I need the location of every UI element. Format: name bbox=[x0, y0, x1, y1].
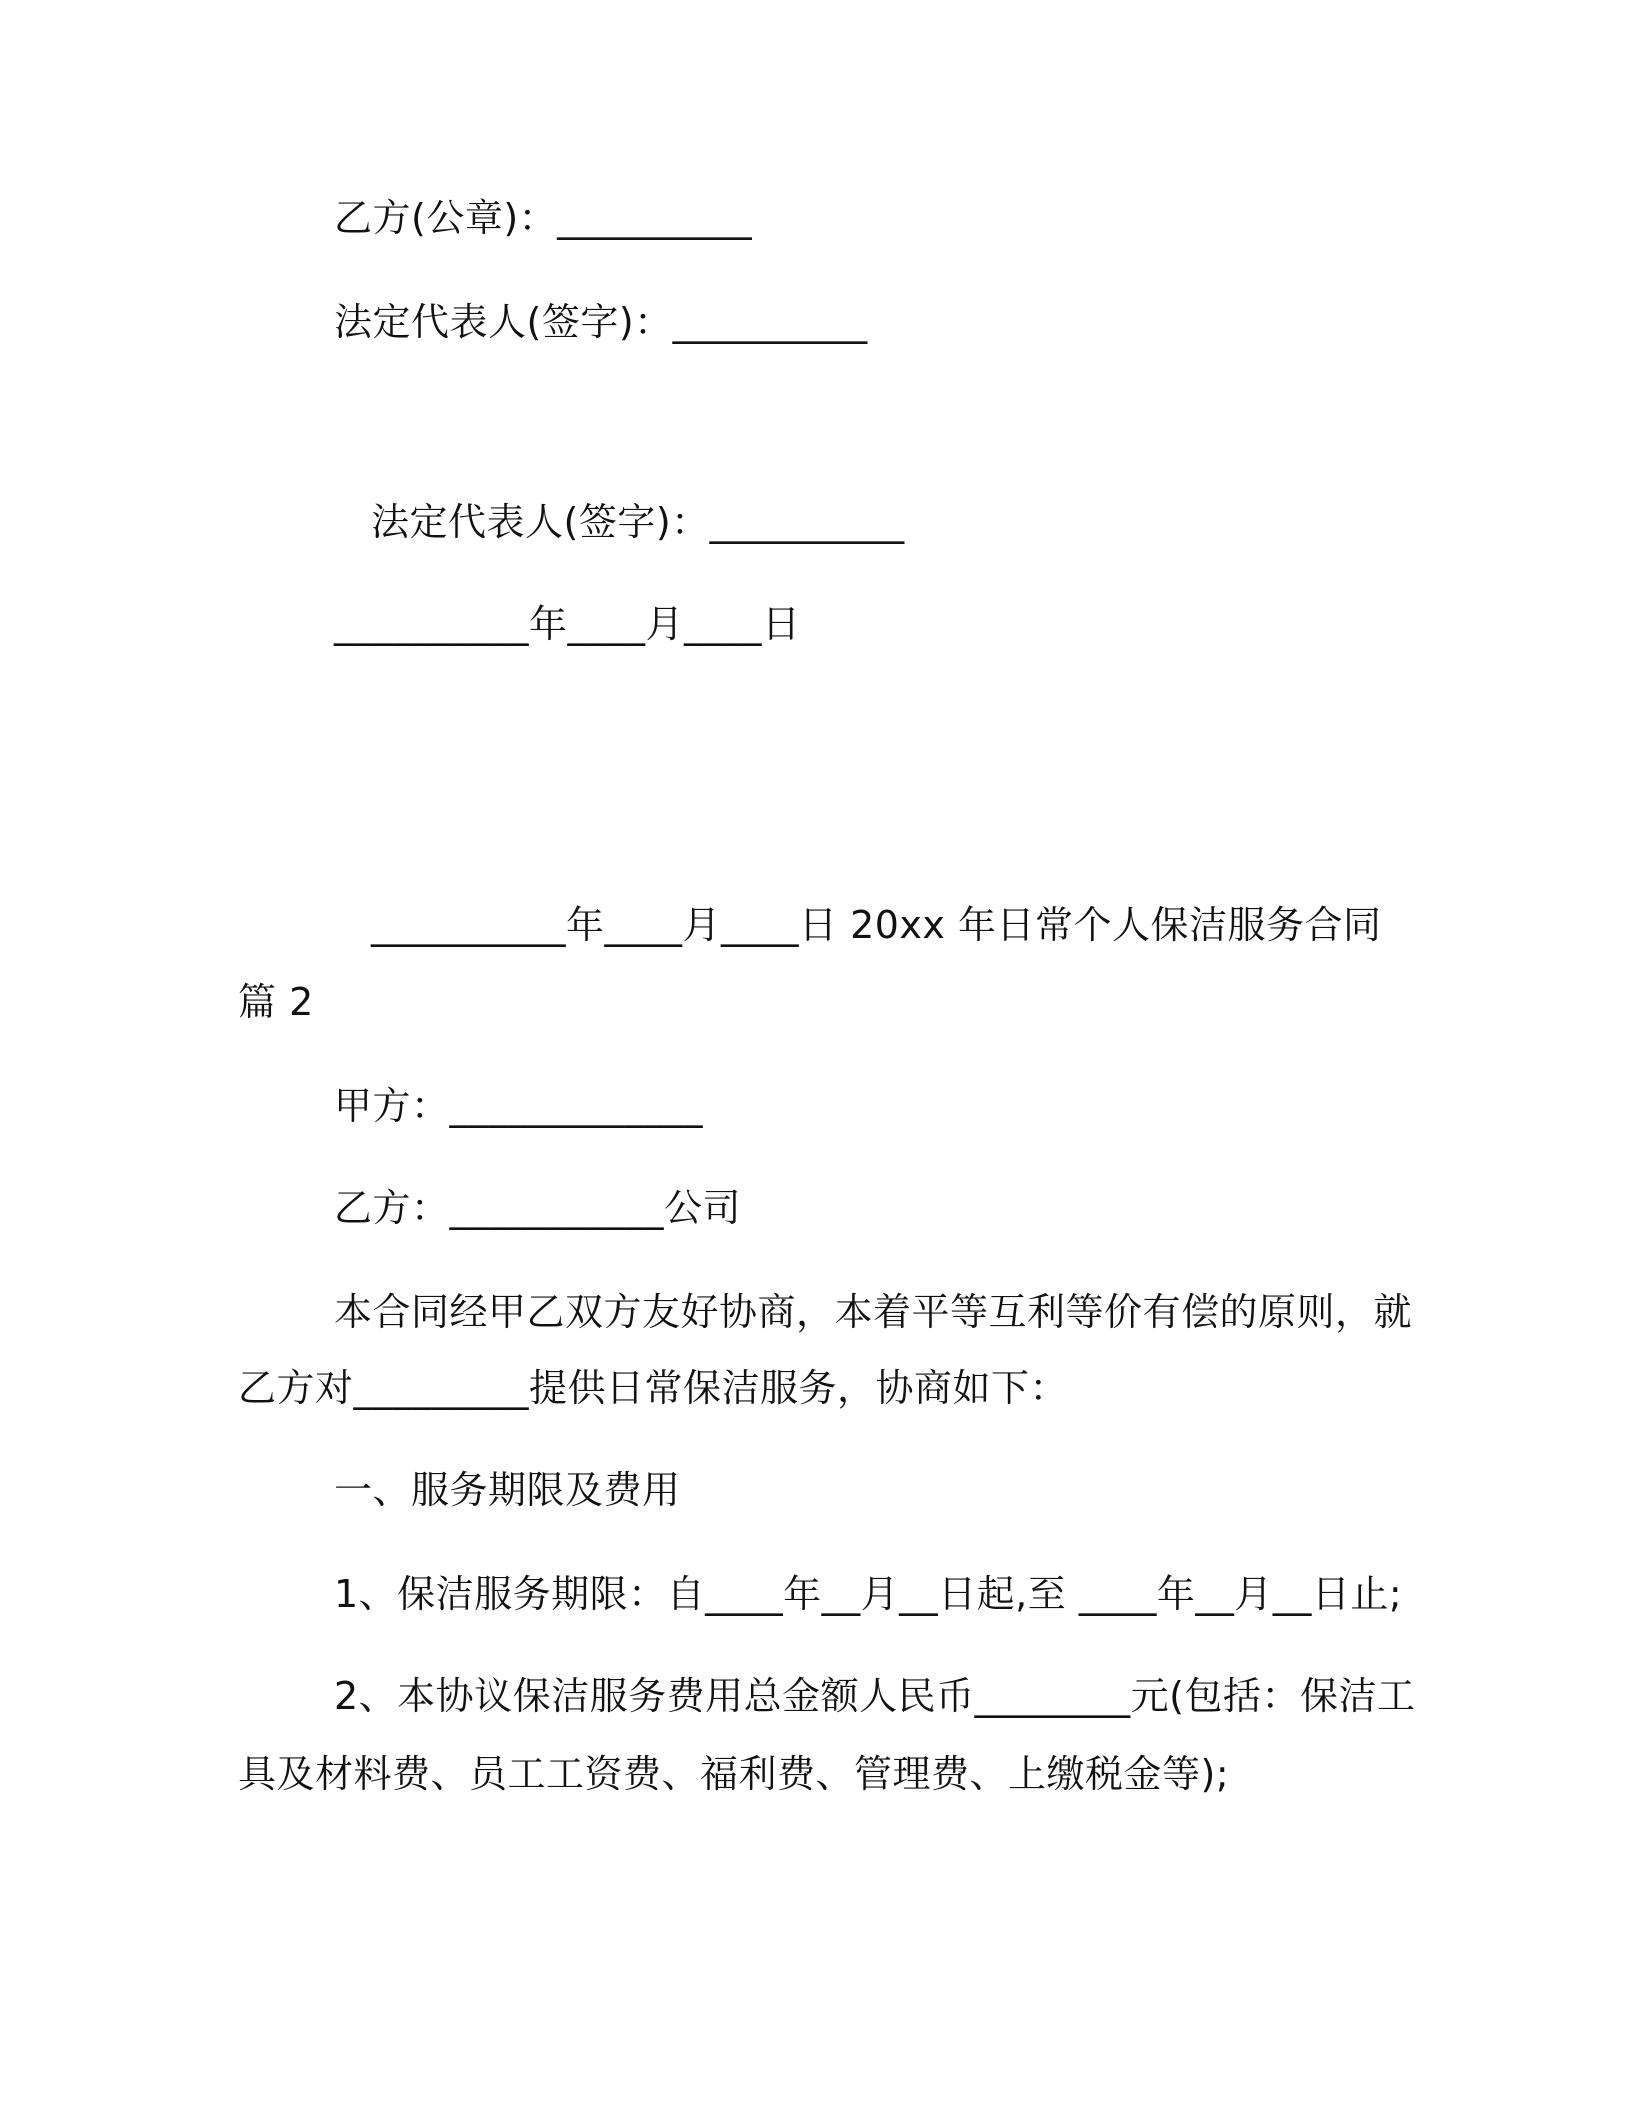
preamble-line-1: 本合同经甲乙双方友好协商，本着平等互利等价有偿的原则，就 bbox=[334, 1290, 1413, 1334]
party-a-line: 甲方：_____________ bbox=[334, 1084, 704, 1128]
party-b-line: 乙方：___________公司 bbox=[334, 1186, 742, 1230]
clause-1: 1、保洁服务期限：自____年__月__日起,至 ____年__月__日止; bbox=[334, 1572, 1403, 1616]
preamble-line-2: 乙方对_________提供日常保洁服务，协商如下： bbox=[238, 1366, 1069, 1410]
legal-rep-signature-line-2: 法定代表人(签字)：__________ bbox=[371, 500, 905, 544]
legal-rep-signature-line: 法定代表人(签字)：__________ bbox=[334, 300, 868, 344]
clause-2-line-1: 2、本协议保洁服务费用总金额人民币________元(包括：保洁工 bbox=[334, 1674, 1416, 1718]
party-b-seal-line: 乙方(公章)：__________ bbox=[334, 196, 753, 240]
contract-title-part: 篇 2 bbox=[238, 980, 314, 1024]
contract-title-line: __________年____月____日 20xx 年日常个人保洁服务合同 bbox=[371, 903, 1382, 947]
clause-2-line-2: 具及材料费、员工工资费、福利费、管理费、上缴税金等); bbox=[238, 1752, 1230, 1796]
date-line: __________年____月____日 bbox=[334, 602, 801, 646]
section-heading: 一、服务期限及费用 bbox=[334, 1468, 681, 1512]
